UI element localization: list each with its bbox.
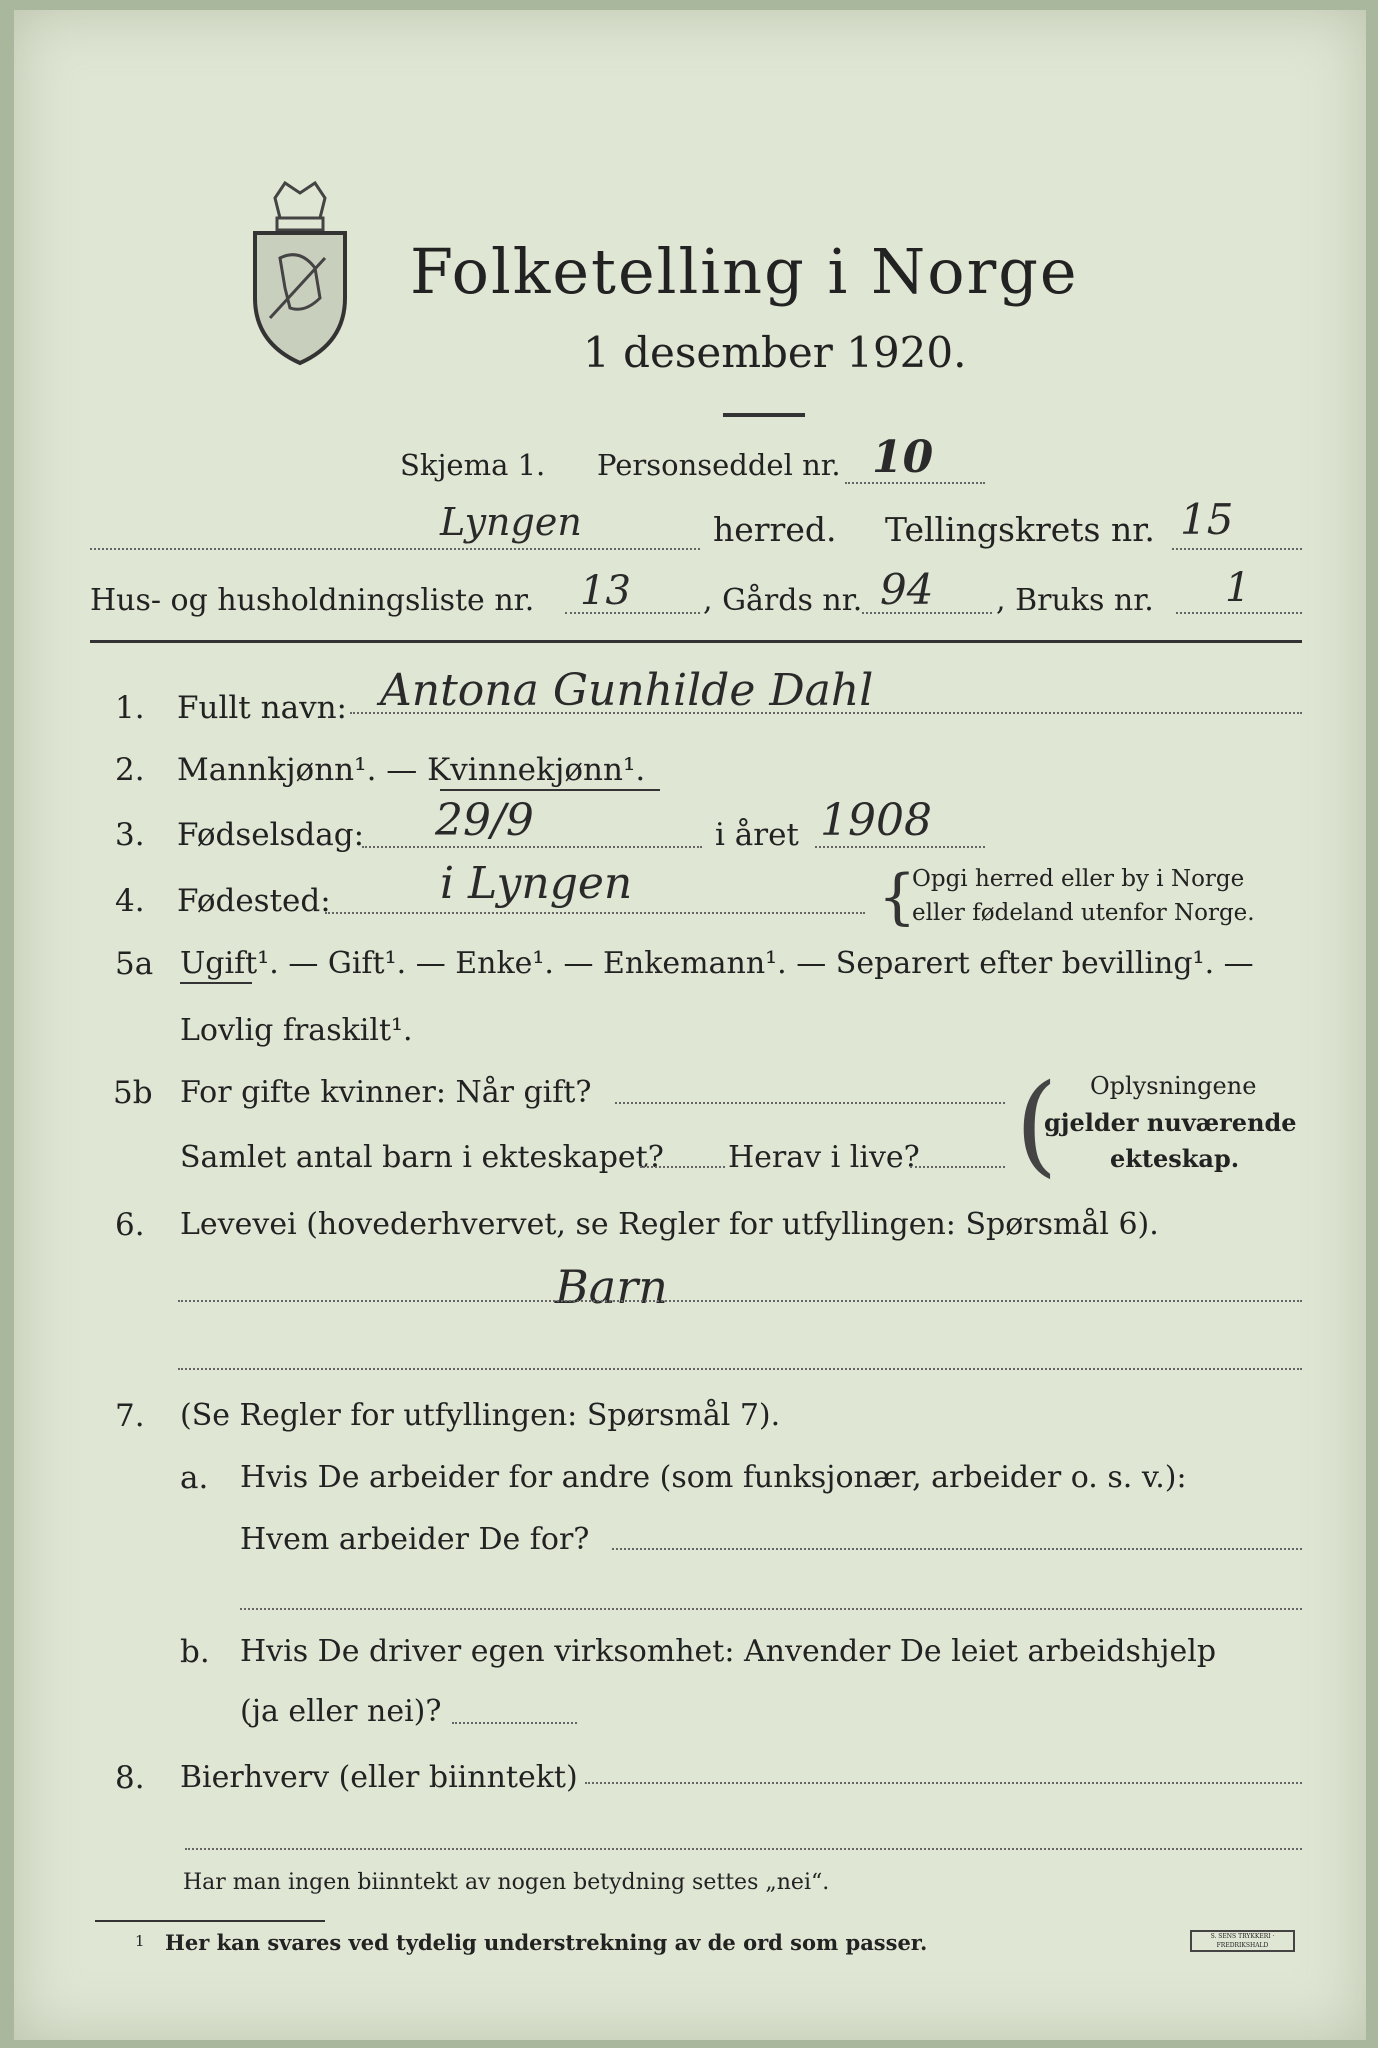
q8-number: 8. [115, 1760, 145, 1796]
q6-label: Levevei (hovederhvervet, se Regler for utfyllingen: Spørsmål 6). [180, 1207, 1159, 1242]
personseddel-value: 10 [872, 432, 934, 483]
q1-value: Antona Gunhilde Dahl [380, 665, 874, 716]
bruks-line [1176, 612, 1302, 614]
title-divider [723, 413, 805, 417]
bruks-label: , Bruks nr. [996, 583, 1154, 618]
q4-note-line1: Opgi herred eller by i Norge [912, 866, 1245, 892]
q7-number: 7. [115, 1398, 145, 1434]
tellingskrets-line [1172, 548, 1302, 550]
q4-label: Fødested: [177, 883, 331, 919]
q7a-line1: Hvis De arbeider for andre (som funksjonær, arbeider o. s. v.): [240, 1460, 1187, 1495]
q6-number: 6. [115, 1207, 145, 1243]
form-title: Folketelling i Norge [410, 235, 1079, 308]
gards-value: 94 [880, 565, 934, 614]
q8-label: Bierhverv (eller biinntekt) [180, 1760, 578, 1795]
bruks-value: 1 [1225, 565, 1251, 611]
q2-number: 2. [115, 752, 145, 788]
gards-label: , Gårds nr. [703, 583, 863, 618]
q7b-letter: b. [180, 1634, 210, 1670]
q7a-line-employer [612, 1548, 1302, 1550]
q3-line [362, 846, 702, 848]
q5b-married-line [615, 1102, 1005, 1104]
tellingskrets-label: Tellingskrets nr. [885, 510, 1155, 549]
footnote-number: 1 [135, 1932, 145, 1950]
q5b-brace: ( [1015, 1060, 1058, 1188]
herred-line [90, 548, 700, 550]
schema-label: Skjema 1. [400, 448, 546, 482]
q7b-line2: (ja eller nei)? [240, 1694, 442, 1729]
q1-number: 1. [115, 690, 145, 726]
q6-line1 [178, 1300, 1302, 1302]
footnote-divider [95, 1920, 325, 1922]
q5a-line1: Ugift¹. — Gift¹. — Enke¹. — Enkemann¹. — Separert efter bevilling¹. — [180, 946, 1254, 981]
q7a-line2: Hvem arbeider De for? [240, 1522, 590, 1557]
q5b-note-line1: Oplysningene [1090, 1072, 1257, 1100]
q5b-number: 5b [113, 1075, 153, 1111]
q5b-line2a: Samlet antal barn i ekteskapet? [180, 1140, 664, 1175]
q6-value: Barn [555, 1260, 668, 1314]
q7b-answer-line [452, 1722, 577, 1724]
q5b-children-line [640, 1166, 725, 1168]
husholdning-label: Hus- og husholdningsliste nr. [90, 583, 535, 618]
q4-note-line2: eller fødeland utenfor Norge. [912, 900, 1255, 926]
q7b-line1: Hvis De driver egen virksomhet: Anvender De leiet arbeidshjelp [240, 1634, 1217, 1669]
q7a-letter: a. [180, 1460, 209, 1496]
q3-value: 29/9 [435, 795, 534, 846]
footnote-text: Her kan svares ved tydelig understrekning av de ord som passer. [165, 1930, 928, 1955]
q5b-note-line2: gjelder nuværende [1044, 1108, 1297, 1137]
q2-underline-kvinnekjonn [440, 789, 660, 791]
q1-label: Fullt navn: [177, 690, 347, 726]
q5b-line1: For gifte kvinner: Når gift? [180, 1075, 592, 1110]
printer-stamp: S. SENS TRYKKERI · FREDRIKSHALD [1190, 1930, 1295, 1952]
q8-line2 [185, 1848, 1302, 1850]
q5b-alive-line [910, 1166, 1005, 1168]
q3-label: Fødselsdag: [177, 817, 365, 853]
q7a-line-extra [240, 1608, 1302, 1610]
coat-of-arms-emblem [245, 178, 355, 368]
q3-number: 3. [115, 817, 145, 853]
herred-label: herred. [713, 510, 837, 549]
q3-year-line [815, 846, 985, 848]
q6-line2 [178, 1368, 1302, 1370]
q5b-note-line3: ekteskap. [1110, 1144, 1240, 1173]
q4-number: 4. [115, 883, 145, 919]
q8-line1 [585, 1782, 1302, 1784]
husholdning-value: 13 [580, 568, 631, 614]
q4-line [325, 912, 865, 914]
herred-value: Lyngen [440, 500, 582, 544]
census-date: 1 desember 1920. [583, 328, 967, 377]
header-divider [90, 640, 1302, 643]
q5a-line2: Lovlig fraskilt¹. [180, 1013, 413, 1048]
q5a-number: 5a [115, 946, 154, 982]
tellingskrets-value: 15 [1180, 495, 1234, 544]
q5b-line2b: Herav i live? [728, 1140, 920, 1175]
no-income-note: Har man ingen biinntekt av nogen betydning settes „nei“. [183, 1870, 830, 1895]
q3-year-value: 1908 [820, 795, 932, 846]
q4-brace: { [878, 862, 917, 932]
q4-value: i Lyngen [440, 858, 633, 909]
personseddel-label: Personseddel nr. [597, 448, 841, 482]
q7-label: (Se Regler for utfyllingen: Spørsmål 7). [180, 1398, 781, 1433]
q5a-underline-ugift [180, 982, 252, 984]
q2-label: Mannkjønn¹. — Kvinnekjønn¹. [177, 752, 646, 788]
q3-year-label: i året [715, 817, 799, 853]
